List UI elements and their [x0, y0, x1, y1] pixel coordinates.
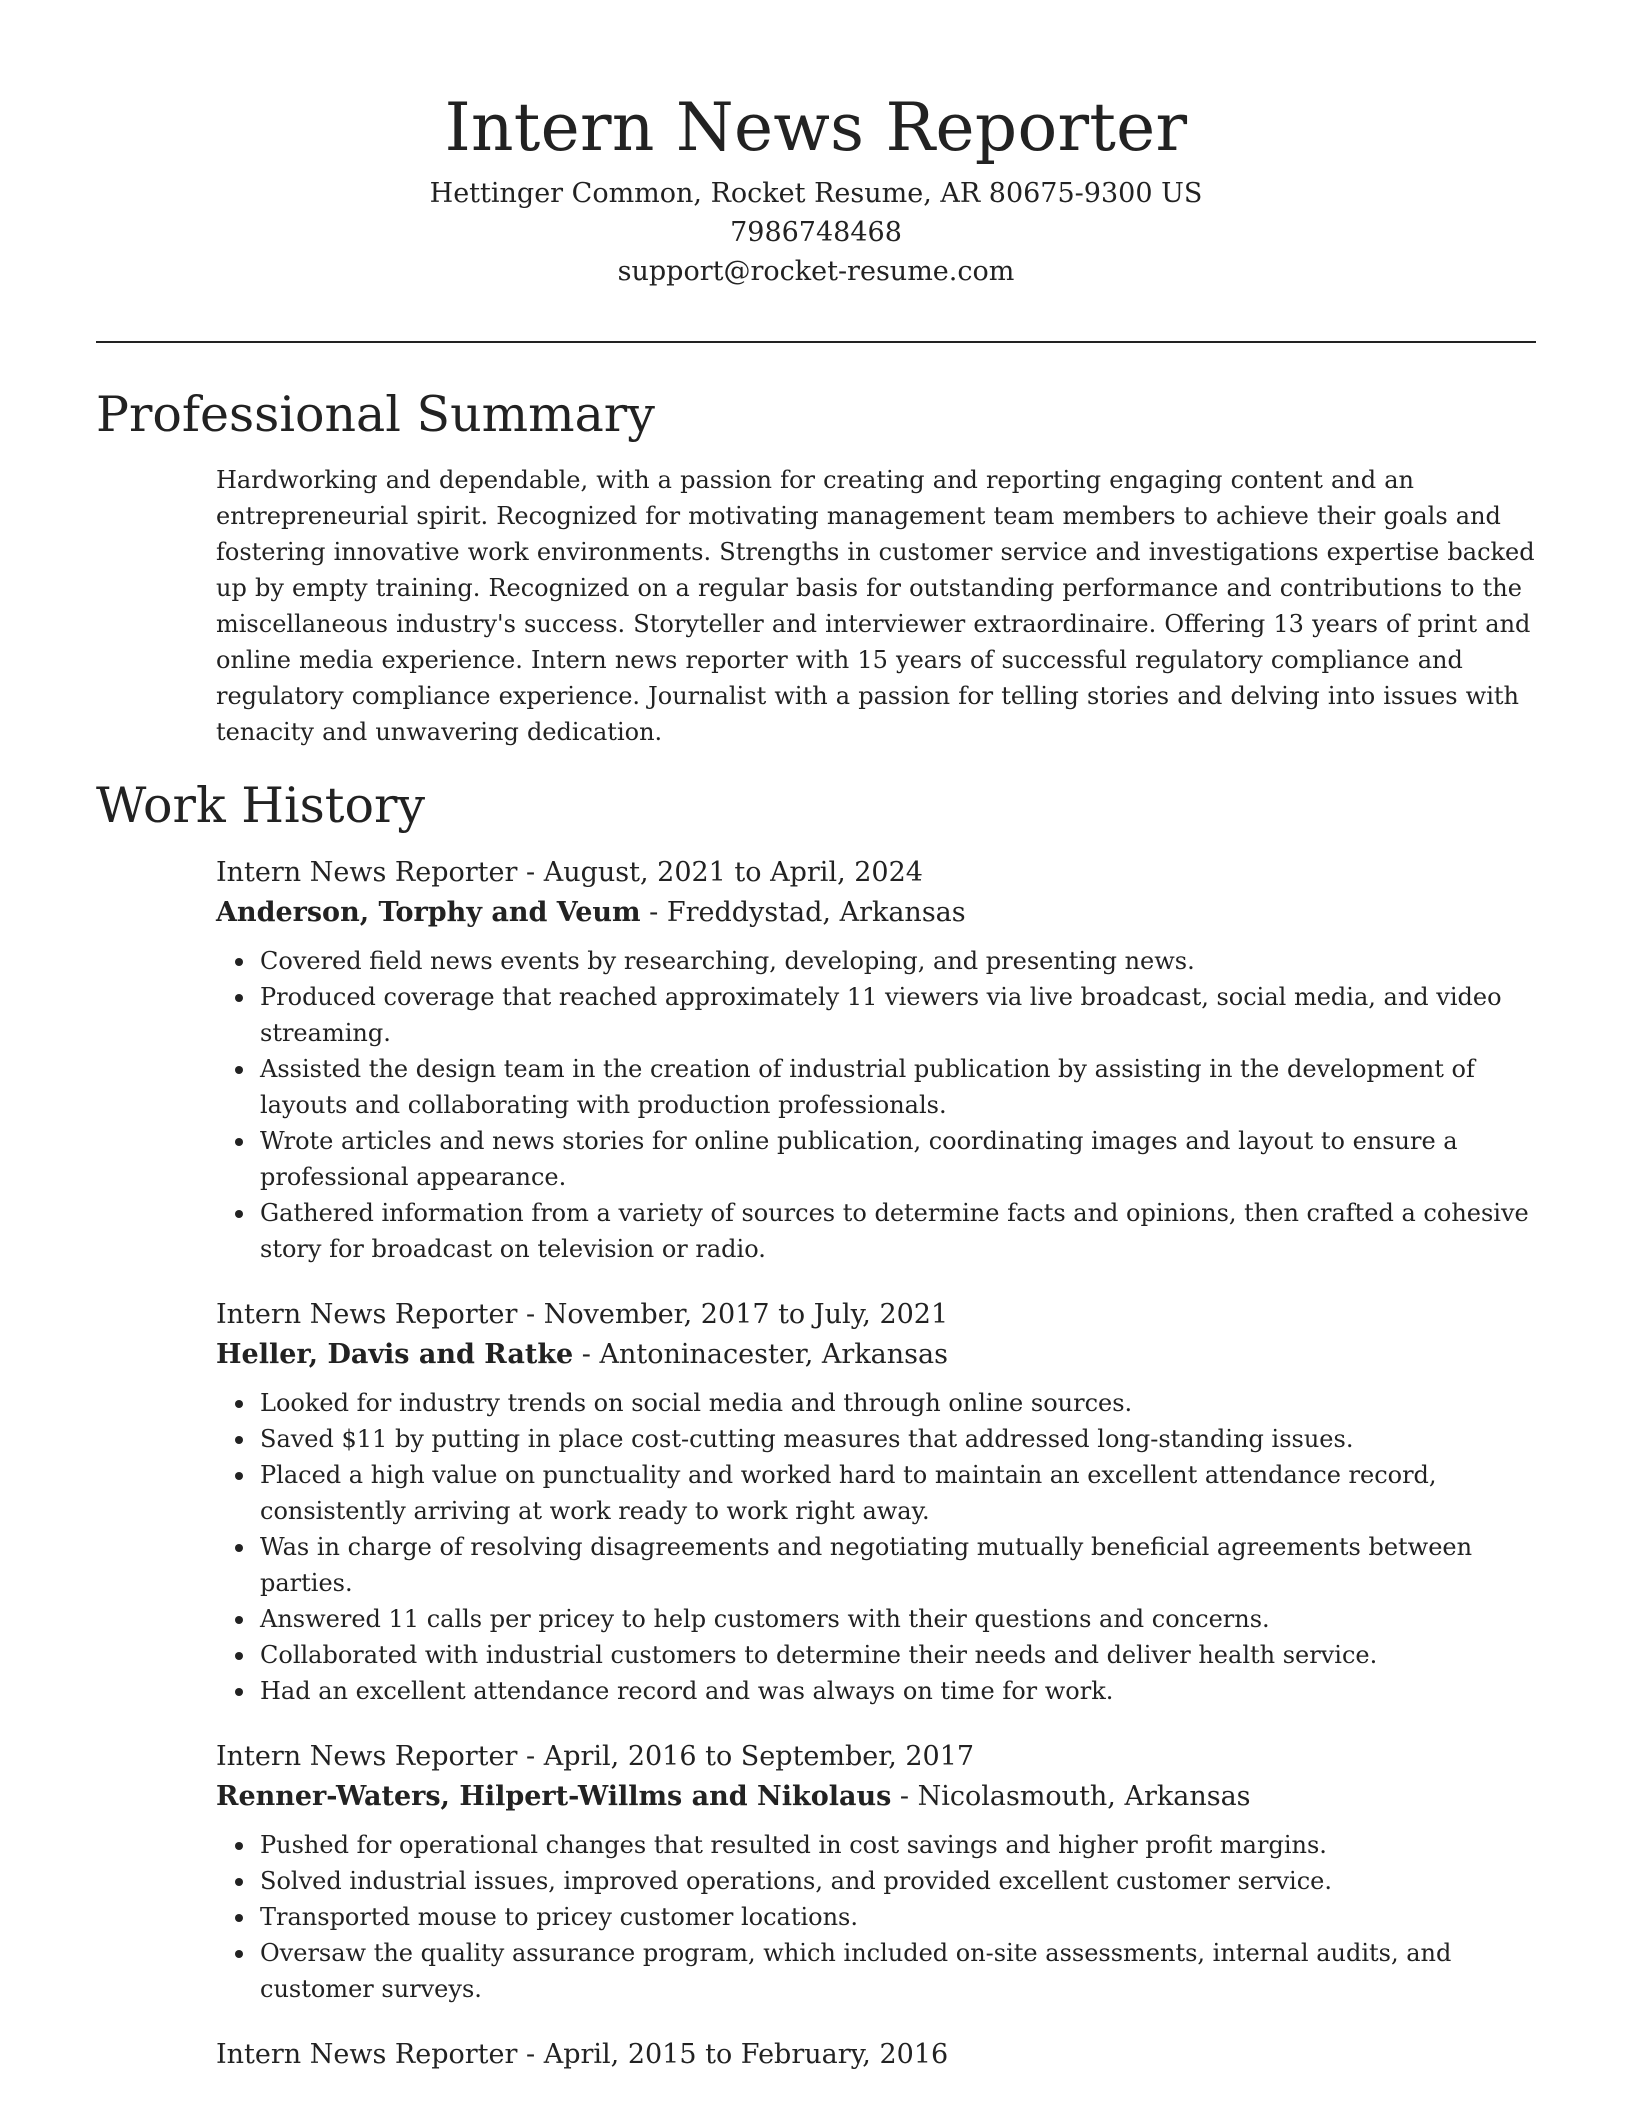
separator: -	[573, 1339, 600, 1370]
job-bullet-list	[216, 1385, 1536, 1709]
job-company: Anderson, Torphy and Veum	[216, 897, 641, 928]
separator: -	[517, 857, 544, 888]
job-bullet: Answered 11 calls per pricey to help customers with their questions and concerns.	[260, 1601, 1536, 1637]
job-bullet: Looked for industry trends on social media and through online sources.	[260, 1385, 1536, 1421]
job-title-line	[216, 2035, 1536, 2075]
job-company-line	[216, 893, 1536, 933]
job-entry	[216, 1737, 1536, 2007]
job-company-line	[216, 1335, 1536, 1375]
job-bullet: Placed a high value on punctuality and worked hard to maintain an excellent attendance record, consistently arriving at work ready to work right away.	[260, 1457, 1536, 1529]
job-bullet: Assisted the design team in the creation of industrial publication by assisting in the development of layouts and collaborating with production professionals.	[260, 1051, 1536, 1123]
summary-heading: Professional Summary	[96, 386, 655, 443]
contact-address: Hettinger Common, Rocket Resume, AR 80675-9300 US	[429, 178, 1203, 209]
job-title: Intern News Reporter	[216, 1299, 518, 1330]
separator: -	[517, 1299, 544, 1330]
job-bullet: Covered field news events by researching, developing, and presenting news.	[260, 943, 1536, 979]
separator: -	[517, 2039, 544, 2070]
job-title: Intern News Reporter	[216, 1741, 518, 1772]
job-location: Antoninacester, Arkansas	[599, 1339, 948, 1370]
contact-phone: 7986748468	[730, 217, 902, 248]
separator: -	[640, 897, 667, 928]
job-entry	[216, 853, 1536, 1267]
work-history-list	[216, 853, 1536, 2103]
job-dates: April, 2016 to September, 2017	[543, 1741, 975, 1772]
job-title-line	[216, 853, 1536, 893]
job-title-line	[216, 1295, 1536, 1335]
contact-email: support@rocket-resume.com	[617, 256, 1015, 287]
job-bullet: Was in charge of resolving disagreements and negotiating mutually beneficial agreements between parties.	[260, 1529, 1536, 1601]
job-bullet: Produced coverage that reached approximately 11 viewers via live broadcast, social media, and video streaming.	[260, 979, 1536, 1051]
job-bullet-list	[216, 943, 1536, 1267]
job-title: Intern News Reporter	[216, 857, 518, 888]
job-entry	[216, 1295, 1536, 1709]
job-bullet: Pushed for operational changes that resulted in cost savings and higher profit margins.	[260, 1827, 1536, 1863]
job-bullet: Wrote articles and news stories for online publication, coordinating images and layout to ensure a professional appearance.	[260, 1123, 1536, 1195]
job-bullet: Saved $11 by putting in place cost-cutting measures that addressed long-standing issues.	[260, 1421, 1536, 1457]
job-dates: April, 2015 to February, 2016	[543, 2039, 949, 2070]
job-bullet: Collaborated with industrial customers to determine their needs and deliver health service.	[260, 1637, 1536, 1673]
job-company: Renner-Waters, Hilpert-Willms and Nikolaus	[216, 1781, 892, 1812]
separator: -	[891, 1781, 918, 1812]
job-location: Nicolasmouth, Arkansas	[917, 1781, 1251, 1812]
job-title: Intern News Reporter	[216, 2039, 518, 2070]
job-company: Heller, Davis and Ratke	[216, 1339, 574, 1370]
job-company-line	[216, 1777, 1536, 1817]
job-title-line	[216, 1737, 1536, 1777]
separator: -	[517, 1741, 544, 1772]
job-dates: November, 2017 to July, 2021	[543, 1299, 949, 1330]
resume-title: Intern News Reporter	[444, 89, 1188, 166]
job-bullet: Solved industrial issues, improved operations, and provided excellent customer service.	[260, 1863, 1536, 1899]
work-history-heading: Work History	[96, 777, 426, 834]
job-dates: August, 2021 to April, 2024	[543, 857, 923, 888]
resume-header	[96, 82, 1536, 291]
header-divider	[96, 341, 1536, 343]
job-bullet: Had an excellent attendance record and was always on time for work.	[260, 1673, 1536, 1709]
job-entry	[216, 2035, 1536, 2075]
job-location: Freddystad, Arkansas	[666, 897, 966, 928]
job-bullet-list	[216, 1827, 1536, 2007]
job-bullet: Oversaw the quality assurance program, which included on-site assessments, internal audits, and customer surveys.	[260, 1935, 1536, 2007]
job-bullet: Transported mouse to pricey customer locations.	[260, 1899, 1536, 1935]
summary-text: Hardworking and dependable, with a passion for creating and reporting engaging content and an entrepreneurial spirit. Recognized for motivating management team members to achieve their goals and fostering innovative work environments. Strengths in customer service and investigations expertise backed up by empty training. Recognized on a regular basis for outstanding performance and contributions to the miscellaneous industry's success. Storyteller and interviewer extraordinaire. Offering 13 years of print and online media experience. Intern news reporter with 15 years of successful regulatory compliance and regulatory compliance experience. Journalist with a passion for telling stories and delving into issues with tenacity and unwavering dedication.	[216, 466, 1535, 746]
job-bullet: Gathered information from a variety of sources to determine facts and opinions, then crafted a cohesive story for broadcast on television or radio.	[260, 1195, 1536, 1267]
